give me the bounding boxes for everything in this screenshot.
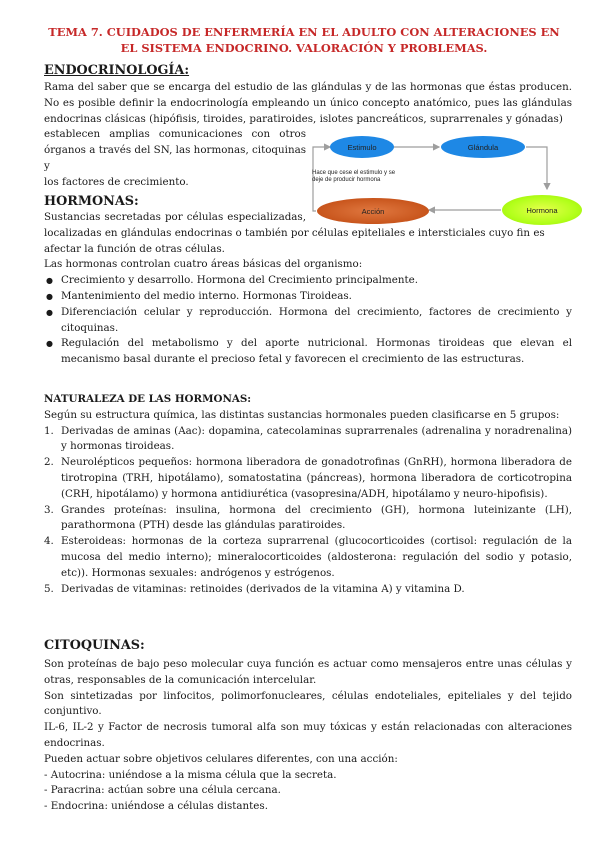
hormonas-intro: Las hormonas controlan cuatro áreas básicas del organismo: [44, 258, 363, 271]
list-item: ● Mantenimiento del medio interno. Hormonas Tiroideas. [46, 289, 352, 302]
citoquinas-p4: Pueden actuar sobre objetivos celulares diferentes, con una acción: [44, 752, 398, 765]
list-item: 4. Esteroideas: hormonas de la corteza suprarrenal (glucocorticoides (cortisol: regulación de la mucosa del medio interno); mineralocorticoides (aldosterona: regulación del sodio y potasio, etc)). Hormonas sexuales: andrógenos y estrógenos. [44, 535, 572, 579]
list-item: 2. Neurolépticos pequeños: hormona liberadora de gonadotrofinas (GnRH), hormona liberadora de tirotropina (TRH, hipotálamo), somatostatina (páncreas), hormona liberadora de corticotropina (CRH, hipotálamo) y hormona antidiurética (vasopresina/ADH, hipotálamo y neuro-hipofisis). [44, 456, 572, 500]
citoquinas-p3: IL-6, IL-2 y Factor de necrosis tumoral alfa son muy tóxicas y están relacionadas con alteraciones endocrinas. [44, 721, 572, 749]
node-accion: Acción [317, 198, 429, 224]
citoquinas-endocrina: - Endocrina: uniéndose a células distantes. [44, 800, 268, 813]
endocrinologia-paragraph: Rama del saber que se encarga del estudio de las glándulas y de las hormonas que éstas producen. No es posible definir la endocrinología empleando un único concepto anatómico, pues las glándulas endocrinas clásicas (hipófisis, tiroides, paratiroides, islotes pancreáticos, suprarrenales y gónadas) [44, 81, 572, 125]
list-item: ● Regulación del metabolismo y del aporte nutricional. Hormonas tiroideas que elevan el mecanismo basal durante el precioso fetal y favorecen el crecimiento de las estructuras. [46, 337, 572, 366]
heading-citoquinas: CITOQUINAS: [44, 638, 145, 653]
list-item: ● Crecimiento y desarrollo. Hormona del Crecimiento principalmente. [46, 274, 418, 287]
hormonas-line-1: Sustancias secretadas por células especializadas, [44, 211, 306, 223]
node-glandula: Glándula [441, 136, 525, 158]
citoquinas-autocrina: - Autocrina: uniéndose a la misma célula que la secreta. [44, 768, 337, 781]
endocrinologia-line-1: establecen amplias comunicaciones con otros [44, 128, 306, 141]
heading-endocrinologia: ENDOCRINOLOGÍA: [44, 63, 190, 78]
citoquinas-paracrina: - Paracrina: actúan sobre una célula cercana. [44, 784, 281, 797]
heading-naturaleza: NATURALEZA DE LAS HORMONAS: [44, 393, 252, 405]
endocrinologia-line-3: los factores de crecimiento. [44, 175, 189, 188]
citoquinas-p1: Son proteínas de bajo peso molecular cuya función es actuar como mensajeros entre unas células y otras, responsables de la comunicación intercelular. [44, 658, 572, 686]
hormonas-paragraph: localizadas en glándulas endocrinas o también por células epiteliales e intersticiales cuyo fin es afectar la función de otras células. [44, 226, 545, 255]
endocrinologia-line-2: órganos a través del SN, las hormonas, citoquinas y [44, 144, 306, 172]
list-item: 5. Derivadas de vitaminas: retinoides (derivados de la vitamina A) y vitamina D. [44, 582, 465, 595]
hormonas-bullet-list [44, 273, 572, 368]
section-hormonas [44, 193, 572, 368]
naturaleza-intro: Según su estructura química, las distintas sustancias hormonales pueden clasificarse en 5 grupos: [44, 408, 560, 421]
list-item: ● Diferenciación celular y reproducción. Hormona del crecimiento, factores de crecimiento y citoquinas. [46, 305, 572, 334]
node-hormona: Hormona [502, 195, 582, 225]
document-title: TEMA 7. CUIDADOS DE ENFERMERÍA EN EL ADULTO CON ALTERACIONES EN EL SISTEMA ENDOCRINO. VALORACIÓN Y PROBLEMAS. [48, 25, 560, 55]
section-naturaleza [44, 392, 572, 597]
naturaleza-numbered-list [44, 424, 572, 598]
list-item: 1. Derivadas de aminas (Aac): dopamina, catecolaminas suprarrenales (adrenalina y noradrenalina) y hormonas tiroideas. [44, 424, 572, 453]
arrow-glandula-hormona [526, 147, 547, 189]
section-citoquinas [44, 637, 572, 815]
heading-hormonas: HORMONAS: [44, 194, 139, 209]
node-estimulo: Estimulo [330, 136, 394, 158]
citoquinas-p2: Son sintetizadas por linfocitos, polimorfonucleares, células endoteliales, epiteliales y del tejido conjuntivo. [44, 689, 572, 718]
list-item: 3. Grandes proteínas: insulina, hormona del crecimiento (GH), hormona luteinizante (LH), parathormona (PTH) desde las glándulas paratiroides. [44, 503, 572, 532]
diagram-note: Hace que cese el estimulo y se deje de producir hormona [312, 170, 396, 184]
